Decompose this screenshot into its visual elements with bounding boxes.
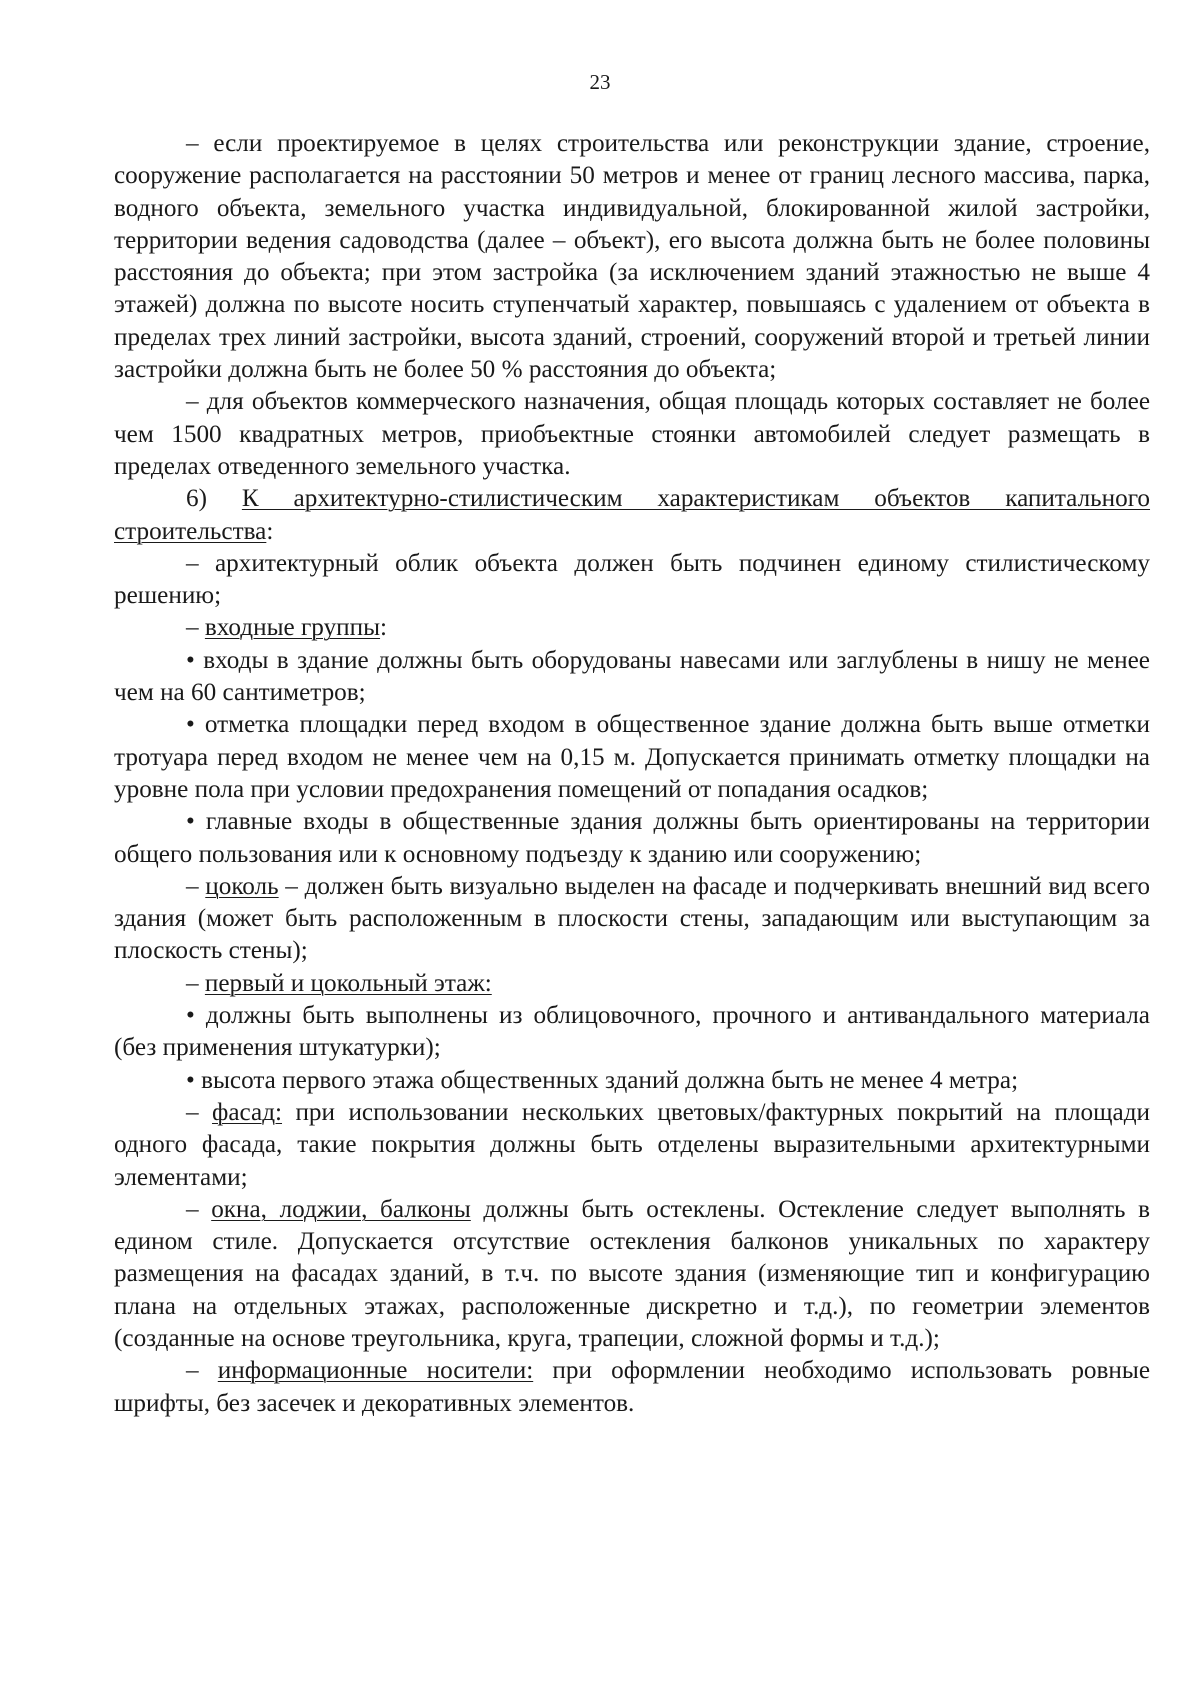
- paragraph-text: • отметка площадки перед входом в общественное здание должна быть выше отметки тротуара перед входом не менее чем на 0,15 м. Допускается принимать отметку площадки на уровне пола при условии предохранения помещений от попадания осадков;: [114, 711, 1150, 803]
- bullet-main-entrances: [114, 806, 1150, 871]
- paragraph-architectural-appearance: [114, 548, 1150, 613]
- paragraph-text: –: [186, 1195, 212, 1223]
- paragraph-text: • главные входы в общественные здания должны быть ориентированы на территории общего пользования или к основному подъезду к зданию или сооружению;: [114, 808, 1150, 868]
- paragraph-text: – архитектурный облик объекта должен быть подчинен единому стилистическому решению;: [114, 549, 1150, 610]
- paragraph-text: – должен быть визуально выделен на фасаде и подчеркивать внешний вид всего здания (может быть расположенным в плоскости стены, западающим или выступающим за плоскость стены);: [114, 872, 1150, 965]
- underlined-term: информационные носители:: [217, 1357, 534, 1385]
- bullet-entrance-canopies: [114, 645, 1150, 710]
- paragraph-commercial-parking: [114, 386, 1150, 483]
- paragraph-text: • входы в здание должны быть оборудованы навесами или заглублены в нишу не менее чем на 60 сантиметров;: [114, 646, 1150, 707]
- underlined-term: цоколь: [205, 872, 279, 900]
- paragraph-text: – если проектируемое в целях строительства или реконструкции здание, строение, сооружение располагается на расстоянии 50 метров и менее от границ лесного массива, парка, водного объекта, земельного участка индивидуальной, блокированной жилой застройки, территории ведения садоводства (далее – объект), его высота должна быть не более половины расстояния до объекта; при этом застройка (за исключением зданий этажностью не выше 4 этажей) должна по высоте носить ступенчатый характер, повышаясь с удалением от объекта в пределах трех линий застройки, высота зданий, строений, сооружений второй и третьей линии застройки должна быть не более 50 % расстояния до объекта;: [114, 130, 1150, 384]
- page-number: 23: [589, 70, 611, 94]
- document-body: [114, 128, 1150, 1420]
- paragraph-text: • должны быть выполнены из облицовочного, прочного и антивандального материала (без применения штукатурки);: [114, 1002, 1150, 1062]
- paragraph-text: –: [186, 872, 206, 900]
- underlined-term: фасад:: [212, 1098, 283, 1126]
- paragraph-text: 6): [186, 485, 242, 513]
- paragraph-information-carriers: [114, 1355, 1150, 1420]
- paragraph-text: должны быть остеклены. Остекление следует выполнять в едином стиле. Допускается отсутствие остекления балконов уникальных по характеру размещения на фасадах зданий, в т.ч. по высоте здания (изменяющие тип и конфигурацию плана на отдельных этажах, расположенные дискретно и т.д.), по геометрии элементов (созданные на основе треугольника, круга, трапеции, сложной формы и т.д.);: [114, 1195, 1151, 1352]
- paragraph-text: :: [266, 517, 274, 545]
- paragraph-text: – для объектов коммерческого назначения, общая площадь которых составляет не более чем 1500 квадратных метров, приобъектные стоянки автомобилей следует размещать в пределах отведенного земельного участка.: [114, 388, 1150, 480]
- paragraph-first-floor: [114, 968, 1150, 1000]
- bullet-platform-level: [114, 709, 1150, 806]
- paragraph-text: –: [186, 1357, 218, 1385]
- paragraph-text: • высота первого этажа общественных зданий должна быть не менее 4 метра;: [186, 1066, 1019, 1094]
- paragraph-text: :: [380, 614, 388, 642]
- underlined-term: первый и цокольный этаж:: [204, 969, 492, 997]
- paragraph-section-6-heading: [114, 483, 1150, 548]
- paragraph-windows-balconies: [114, 1194, 1150, 1355]
- bullet-first-floor-height: [114, 1065, 1150, 1097]
- underlined-term: К архитектурно-стилистическим характеристикам объектов капитального строительства: [114, 485, 1151, 545]
- underlined-term: окна, лоджии, балконы: [211, 1195, 471, 1223]
- paragraph-facade: [114, 1097, 1150, 1194]
- paragraph-plinth: [114, 871, 1150, 968]
- underlined-term: входные группы: [204, 614, 381, 642]
- paragraph-text: при использовании нескольких цветовых/фактурных покрытий на площади одного фасада, такие покрытия должны быть отделены выразительными архитектурными элементами;: [114, 1098, 1151, 1191]
- paragraph-height-restriction: [114, 128, 1150, 386]
- paragraph-text: при оформлении необходимо использовать ровные шрифты, без засечек и декоративных элементов.: [114, 1357, 1151, 1417]
- bullet-facing-material: [114, 1000, 1150, 1065]
- paragraph-text: –: [186, 614, 205, 642]
- paragraph-text: –: [186, 1098, 213, 1126]
- paragraph-entrance-groups: [114, 612, 1150, 644]
- paragraph-text: –: [186, 969, 205, 997]
